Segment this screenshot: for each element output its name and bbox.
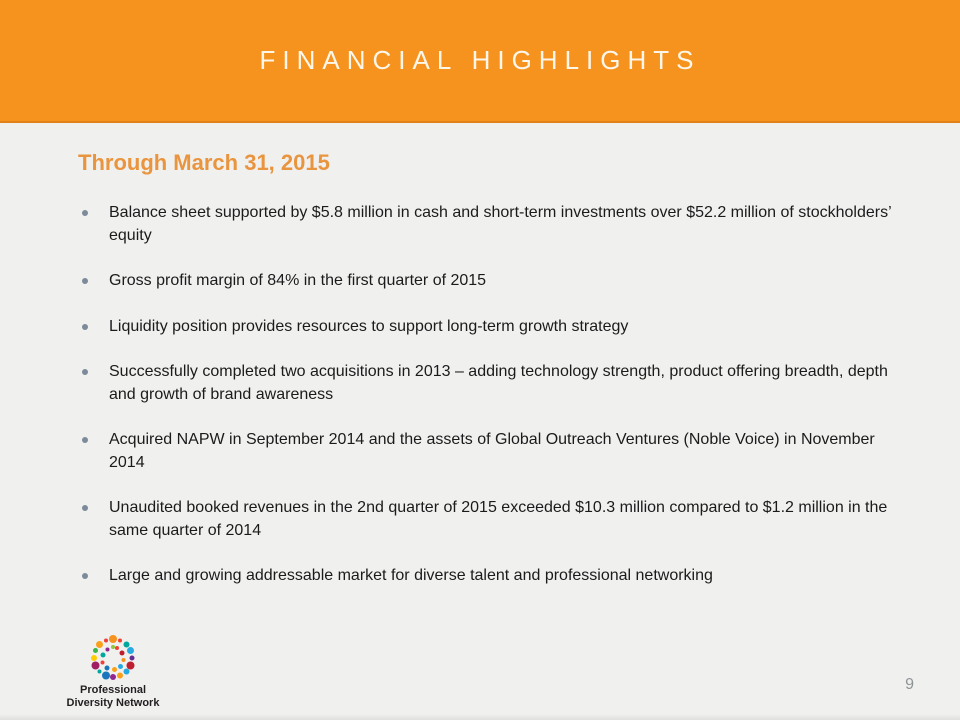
- bullet-text: Liquidity position provides resources to support long-term growth strategy: [109, 317, 629, 335]
- bullet-dot-icon: [82, 369, 88, 375]
- slide-title: FINANCIAL HIGHLIGHTS: [259, 45, 701, 75]
- logo-text-line2: Diversity Network: [66, 696, 160, 709]
- company-logo: [53, 634, 173, 709]
- bullet-dot-icon: [82, 505, 88, 511]
- list-item: [78, 497, 912, 542]
- bullet-text: Acquired NAPW in September 2014 and the assets of Global Outreach Ventures (Noble Voice) in November 2014: [109, 431, 875, 471]
- list-item: [78, 565, 912, 588]
- list-item: [78, 316, 912, 339]
- bullet-dot-icon: [82, 437, 88, 443]
- header-banner: [0, 0, 960, 123]
- bullet-text: Large and growing addressable market for diverse talent and professional networking: [109, 567, 713, 584]
- bullet-dot-icon: [82, 210, 88, 216]
- list-item: [78, 361, 912, 406]
- bullet-dot-icon: [82, 324, 88, 330]
- logo-dots-icon: [75, 634, 151, 684]
- content-area: [0, 123, 960, 588]
- bullet-text: Gross profit margin of 84% in the first quarter of 2015: [109, 272, 487, 289]
- bullet-dot-icon: [82, 278, 88, 284]
- list-item: [78, 202, 912, 247]
- bullet-text: Balance sheet supported by $5.8 million in cash and short-term investments over $52.2 million of stockholders’ equity: [109, 204, 892, 244]
- bullet-text: Unaudited booked revenues in the 2nd quarter of 2015 exceeded $10.3 million compared to $1.2 million in the same quarter of 2014: [109, 499, 888, 539]
- bullet-text: Successfully completed two acquisitions in 2013 – adding technology strength, product offering breadth, depth and growth of brand awareness: [109, 363, 888, 403]
- bullet-dot-icon: [82, 573, 88, 579]
- page-number: 9: [905, 676, 914, 693]
- list-item: [78, 429, 912, 474]
- bullet-list: [78, 202, 912, 588]
- logo-text-line1: Professional: [79, 684, 147, 696]
- subtitle: Through March 31, 2015: [78, 150, 330, 175]
- list-item: [78, 270, 912, 293]
